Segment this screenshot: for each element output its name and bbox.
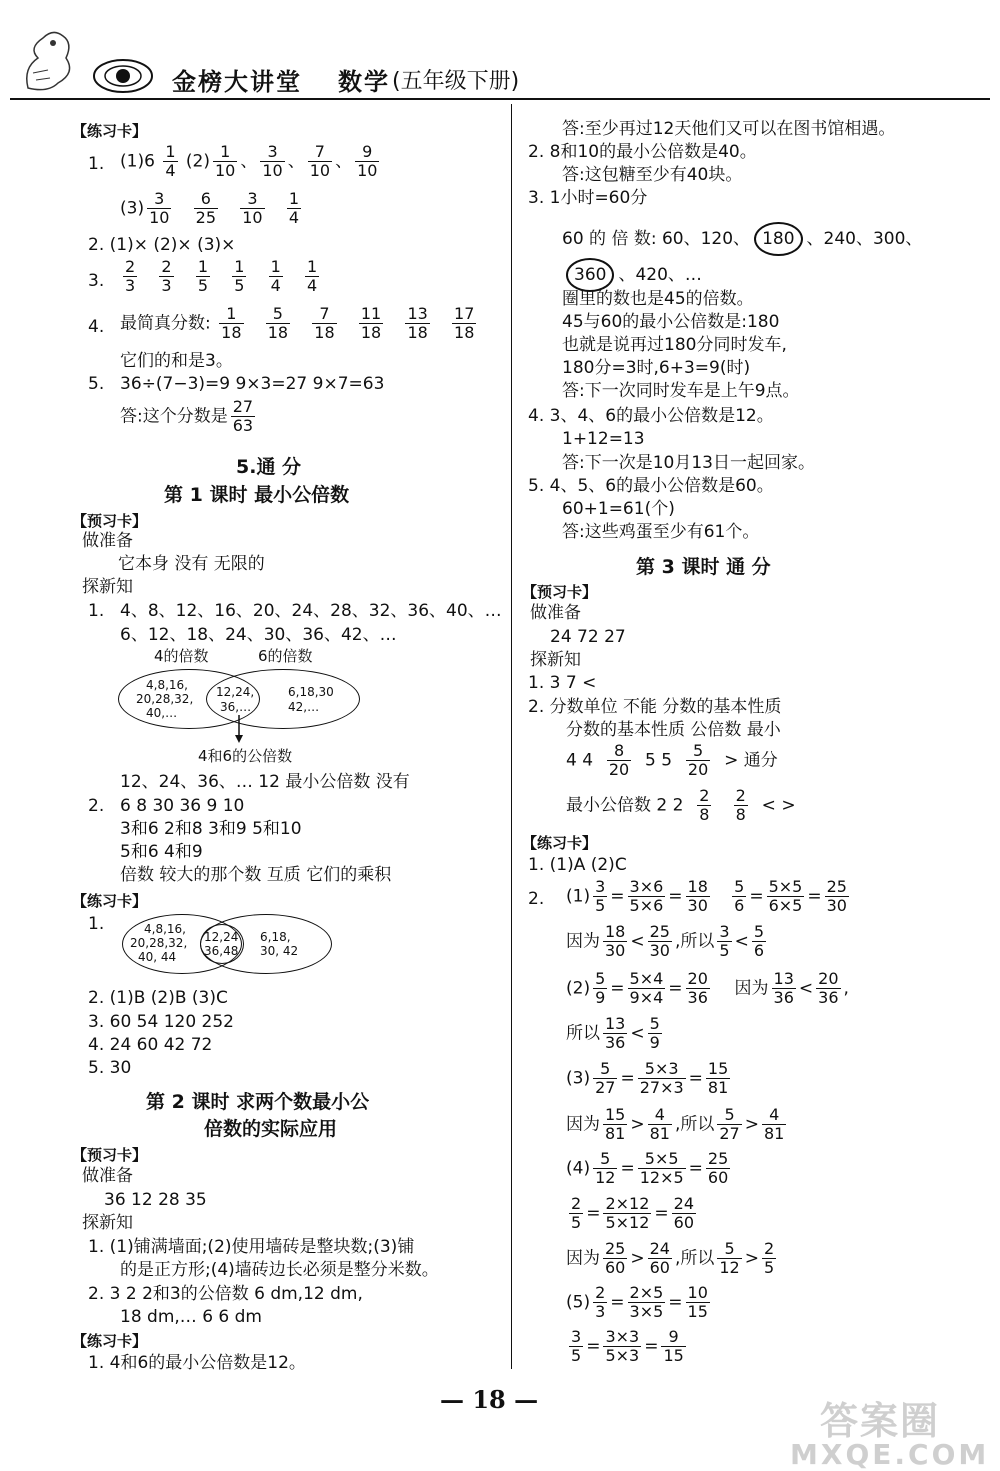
header-subject: 数学 [338, 68, 390, 96]
venn-overlap [200, 924, 244, 964]
equation-line: $\frac{3}{5}$ = $\frac{3\times 3}{5\times 3}$ = $\frac{9}{15}$ [571, 1327, 684, 1365]
q-number: 2. [528, 889, 545, 909]
answer-line: 答:下一次是10月13日一起回家。 [562, 453, 815, 473]
lesson-title: 第 3 课时 通 分 [636, 556, 771, 578]
column-divider [511, 104, 512, 1369]
subhead: 探新知 [530, 650, 581, 670]
fraction: $\frac{1}{4}$ [288, 189, 300, 227]
answer-line: 分数的基本性质 公倍数 最小 [566, 720, 781, 740]
subhead: 做准备 [530, 603, 581, 623]
header-rule [10, 98, 990, 100]
answer-line: 答:下一次同时发车是上午9点。 [562, 381, 800, 401]
answer-line: 60+1=61(个) [562, 499, 675, 519]
answer-line: 1. (1)A (2)C [528, 855, 627, 875]
header-brand: 金榜大讲堂 [172, 68, 302, 96]
answer-line: 180分=3时,6+3=9(时) [562, 358, 751, 378]
venn-diagram: 4的倍数 6的倍数 4,8,16, 20,28,32, 40,… 12,24, 36,… 6,18,30 42,… 4和6的公倍数 [118, 645, 378, 770]
q-number: 3. [88, 271, 105, 291]
equation-line: $\frac{2}{5}$ = $\frac{2\times 12}{5\times 12}$ = $\frac{24}{60}$ [571, 1194, 694, 1232]
q-number: 1. [88, 601, 105, 621]
lesson-title: 第 2 课时 求两个数最小公 [146, 1091, 370, 1113]
fraction: $\frac{3}{10}$ [149, 189, 170, 227]
section-tag: 【预习卡】 [522, 583, 598, 601]
section-tag: 【练习卡】 [72, 892, 148, 910]
arrow-down-icon [234, 715, 244, 749]
answer-line: 4 4 $\frac{8}{20}$ 5 5 $\frac{5}{20}$ > 通分 [566, 741, 778, 779]
answer-line: 它们的和是3。 [120, 351, 233, 371]
fraction: $\frac{7}{10}$ [309, 142, 331, 180]
fraction: $\frac{9}{10}$ [357, 142, 378, 180]
answer-line: 60 的 倍 数: 60、120、 180 、240、300、 [562, 222, 922, 256]
answer-line: 2. 分数单位 不能 分数的基本性质 [528, 697, 782, 717]
unit-title: 5.通 分 [236, 456, 302, 478]
equation-line: (1) $\frac{3}{5}$ = $\frac{3\times 6}{5\times 6}$ = $\frac{18}{30}$ $\frac{5}{6}$ = $\frac{5\times 5}{6\times 5}$ = $\frac{25}{30}$ [566, 877, 847, 915]
fraction: $\frac{3}{10}$ [262, 142, 283, 180]
answer-line: 5. 30 [88, 1058, 132, 1078]
q-number: 2. [88, 796, 105, 816]
answer-line: 最简真分数: $\frac{1}{18}$ $\frac{5}{18}$ $\frac{7}{18}$ $\frac{11}{18}$ $\frac{13}{18}$ $\frac{17}{18}$ [120, 304, 475, 342]
answer-line: 2. 3 2 2和3的公倍数 6 dm,12 dm, [88, 1284, 363, 1304]
watermark-text: MXQE.COM [790, 1438, 990, 1471]
section-tag: 【预习卡】 [72, 512, 148, 530]
subhead: 探新知 [82, 1213, 133, 1233]
answer-line: 24 72 27 [550, 627, 626, 647]
fraction: $\frac{6}{25}$ [195, 189, 217, 227]
q-number: 1. [88, 914, 105, 934]
subhead: 做准备 [82, 1166, 133, 1186]
answer-line: 2. (1)B (2)B (3)C [88, 988, 228, 1008]
venn-circle-right [206, 669, 360, 729]
watermark-logo: 答案圈 [820, 1399, 941, 1443]
answer-line: $\frac{2}{3}$ $\frac{2}{3}$ $\frac{1}{5}$ $\frac{1}{5}$ $\frac{1}{4}$ $\frac{1}{4}$ [125, 257, 318, 295]
section-tag: 【练习卡】 [72, 1332, 148, 1350]
q-number: 1. [88, 154, 105, 174]
answer-line: 6 8 30 36 9 10 [120, 796, 245, 816]
answer-line: 圈里的数也是45的倍数。 [562, 289, 754, 309]
answer-line: 4. 3、4、6的最小公倍数是12。 [528, 406, 774, 426]
answer-line: 它本身 没有 无限的 [118, 554, 265, 574]
answer-line: 1+12=13 [562, 429, 645, 449]
subhead: 做准备 [82, 531, 133, 551]
answer-line: 5和6 4和9 [120, 842, 203, 862]
subhead: 探新知 [82, 577, 133, 597]
answer-line: 3和6 2和8 3和9 5和10 [120, 819, 302, 839]
fraction: $\frac{1}{4}$ [165, 142, 176, 180]
answer-line: 360 、420、… [562, 258, 702, 292]
lesson-title: 倍数的实际应用 [204, 1118, 338, 1140]
answer-line: 18 dm,… 6 6 dm [120, 1307, 262, 1327]
mascot-icon [18, 18, 78, 98]
answer-line: 答:这个分数是 $\frac{27}{63}$ [120, 397, 254, 435]
answer-line: 4、8、12、16、20、24、28、32、36、40、… [120, 601, 502, 621]
eye-logo-icon [92, 58, 154, 94]
answer-line: 答:这些鸡蛋至少有61个。 [562, 522, 760, 542]
equation-line: (5) $\frac{2}{3}$ = $\frac{2\times 5}{3\times 5}$ = $\frac{10}{15}$ [566, 1283, 708, 1321]
circled-number: 360 [566, 258, 614, 292]
answer-line: 答:这包糖至少有40块。 [562, 165, 743, 185]
answer-line: 4. 24 60 42 72 [88, 1035, 213, 1055]
equation-line: 因为 $\frac{25}{60}$ > $\frac{24}{60}$ ,所以 $\frac{5}{12}$ > $\frac{2}{5}$ [566, 1239, 775, 1277]
answer-line: 倍数 较大的那个数 互质 它们的乘积 [120, 865, 392, 885]
answer-line: 也就是说再过180分同时发车, [562, 335, 787, 355]
answer-line: 答:至少再过12天他们又可以在图书馆相遇。 [562, 119, 896, 139]
circled-number: 180 [754, 222, 802, 256]
section-tag: 【练习卡】 [72, 122, 148, 140]
answer-line: 2. 8和10的最小公倍数是40。 [528, 142, 757, 162]
answer-line: 3. 60 54 120 252 [88, 1012, 234, 1032]
answer-line: 36 12 28 35 [104, 1190, 207, 1210]
venn-diagram: 4,8,16, 20,28,32, 40, 44 12,24 36,48 6,18, 30, 42 [122, 910, 342, 980]
answer-line: 2. (1)× (2)× (3)× [88, 235, 236, 255]
answer-line: 45与60的最小公倍数是:180 [562, 312, 780, 332]
equation-line: (3) $\frac{5}{27}$ = $\frac{5\times 3}{27\times 3}$ = $\frac{15}{81}$ [566, 1059, 729, 1097]
answer-line: 的是正方形;(4)墙砖边长必须是整分米数。 [120, 1260, 439, 1280]
lesson-title: 第 1 课时 最小公倍数 [164, 484, 350, 506]
equation-line: 因为 $\frac{18}{30}$ < $\frac{25}{30}$ ,所以 $\frac{3}{5}$ < $\frac{5}{6}$ [566, 922, 764, 960]
fraction: $\frac{1}{10}$ [215, 142, 236, 180]
section-tag: 【预习卡】 [72, 1146, 148, 1164]
header-grade: (五年级下册) [392, 69, 520, 94]
answer-line: 6、12、18、24、30、36、42、… [120, 625, 397, 645]
equation-line: (2) $\frac{5}{9}$ = $\frac{5\times 4}{9\times 4}$ = $\frac{20}{36}$ 因为 $\frac{13}{36}$ < $\frac{20}{36}$ , [566, 969, 849, 1007]
page-number: — 18 — [440, 1385, 539, 1414]
answer-line: 12、24、36、… 12 最小公倍数 没有 [120, 772, 410, 792]
equation-line: (4) $\frac{5}{12}$ = $\frac{5\times 5}{12\times 5}$ = $\frac{25}{60}$ [566, 1149, 729, 1187]
answer-line: 最小公倍数 2 2 $\frac{2}{8}$ $\frac{2}{8}$ < > [566, 786, 796, 824]
equation-line: 因为 $\frac{15}{81}$ > $\frac{4}{81}$ ,所以 $\frac{5}{27}$ > $\frac{4}{81}$ [566, 1105, 785, 1143]
section-tag: 【练习卡】 [522, 834, 598, 852]
answer-line: 36÷(7−3)=9 9×3=27 9×7=63 [120, 374, 385, 394]
answer-line: (3) $\frac{3}{10}$ $\frac{6}{25}$ $\frac{3}{10}$ $\frac{1}{4}$ [120, 189, 300, 227]
answer-line: 1. (1)铺满墙面;(2)使用墙砖是整块数;(3)铺 [88, 1237, 415, 1257]
answer-line: 3. 1小时=60分 [528, 188, 648, 208]
answer-line: (1)6 $\frac{1}{4}$ (2) $\frac{1}{10}$ 、 $\frac{3}{10}$ 、 $\frac{7}{10}$ 、 $\frac{9}{10}$ [120, 142, 378, 180]
equation-line: 所以 $\frac{13}{36}$ < $\frac{5}{9}$ [566, 1014, 660, 1052]
q-number: 5. [88, 374, 105, 394]
answer-line: 5. 4、5、6的最小公倍数是60。 [528, 476, 774, 496]
answer-line: 1. 4和6的最小公倍数是12。 [88, 1353, 306, 1373]
answer-line: 1. 3 7 < [528, 673, 597, 693]
fraction: $\frac{3}{10}$ [242, 189, 263, 227]
q-number: 4. [88, 317, 105, 337]
